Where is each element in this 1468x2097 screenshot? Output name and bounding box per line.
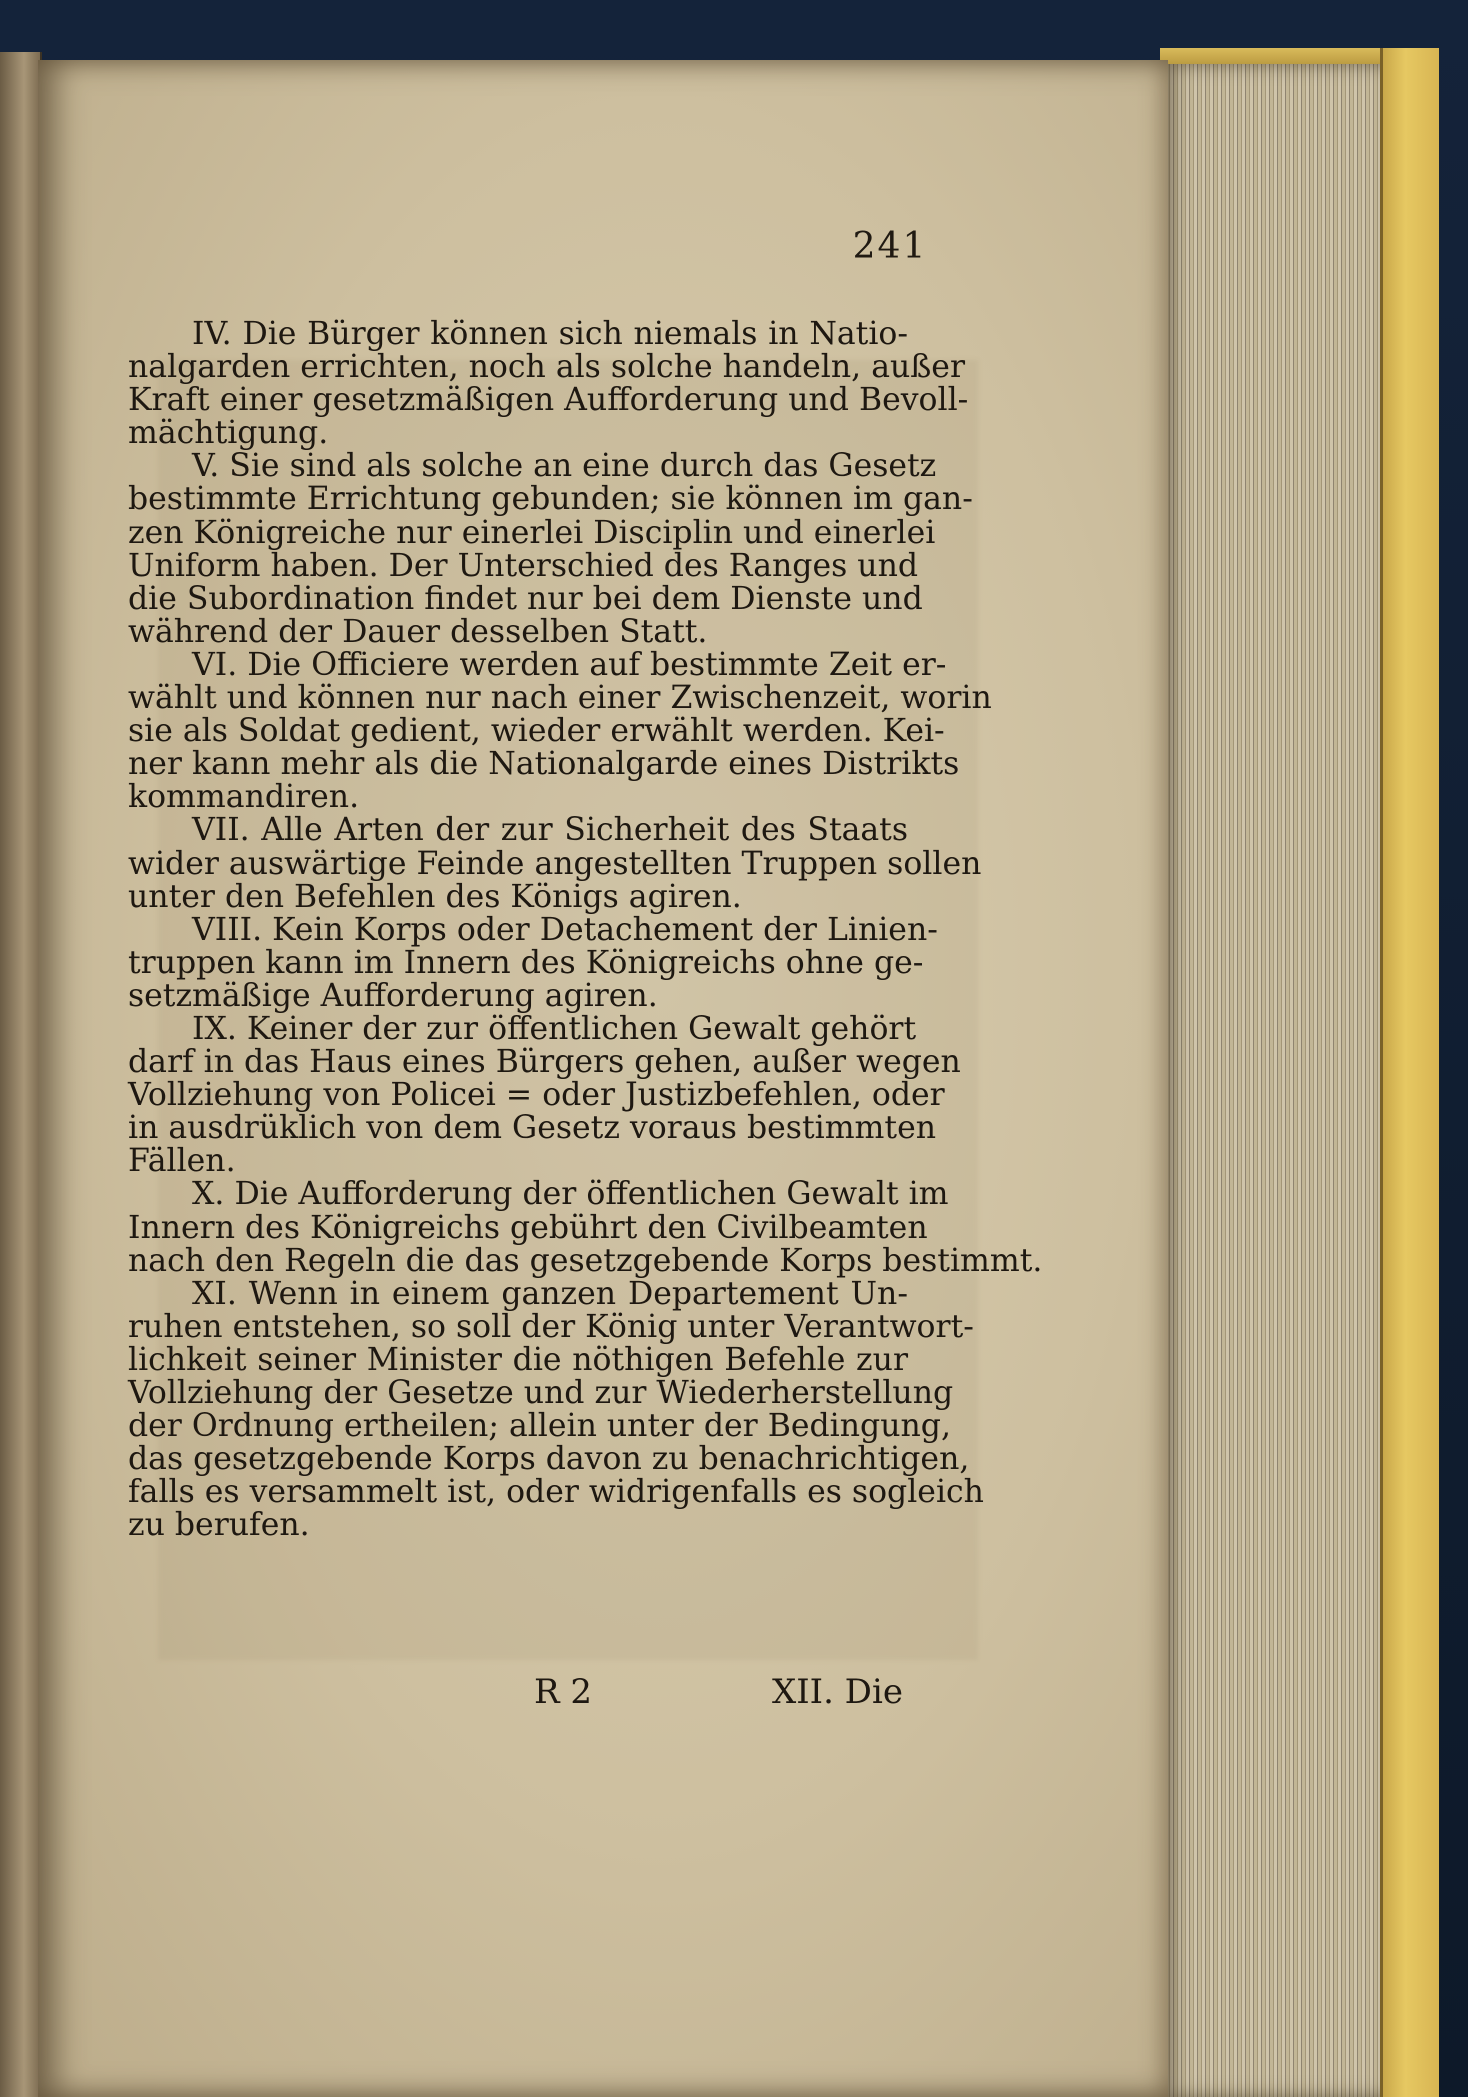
text-line: VII. Alle Arten der zur Sicherheit des Staats (192, 812, 908, 849)
text-line: wider auswärtige Feinde angestellten Truppen sollen (128, 845, 982, 882)
text-line: zen Königreiche nur einerlei Disciplin und einerlei (128, 514, 936, 551)
text-line: IX. Keiner der zur öffentlichen Gewalt gehört (192, 1010, 917, 1047)
back-cover (1380, 48, 1439, 2097)
text-line: ruhen entstehen, so soll der König unter Verantwort- (128, 1308, 974, 1345)
text-line: truppen kann im Innern des Königreichs ohne ge- (128, 944, 924, 981)
text-line: mächtigung. (128, 415, 329, 452)
catchword: XII. Die (772, 1672, 903, 1712)
text-line: der Ordnung ertheilen; allein unter der Bedingung, (128, 1408, 951, 1445)
text-line: V. Sie sind als solche an eine durch das Gesetz (192, 448, 937, 485)
text-line: XI. Wenn in einem ganzen Departement Un- (192, 1275, 908, 1312)
text-line: IV. Die Bürger können sich niemals in Natio- (192, 316, 908, 352)
page-number: 241 (852, 226, 928, 267)
text-line: kommandiren. (128, 779, 360, 816)
previous-page-edge (0, 52, 42, 2097)
text-line: falls es versammelt ist, oder widrigenfalls es sogleich (128, 1474, 984, 1511)
page-text (128, 316, 1043, 1544)
text-line: Kraft einer gesetzmäßigen Aufforderung und Bevoll- (128, 382, 969, 419)
text-line: lichkeit seiner Minister die nöthigen Befehle zur (128, 1341, 908, 1378)
text-line: Innern des Königreichs gebührt den Civilbeamten (128, 1209, 928, 1246)
text-line: das gesetzgebende Korps davon zu benachrichtigen, (128, 1441, 970, 1478)
text-line: unter den Befehlen des Königs agiren. (128, 878, 742, 915)
text-line: bestimmte Errichtung gebunden; sie können im gan- (128, 481, 973, 518)
text-line: VI. Die Officiere werden auf bestimmte Zeit er- (192, 646, 947, 683)
text-line: VIII. Kein Korps oder Detachement der Linien- (192, 911, 938, 948)
text-line: während der Dauer desselben Statt. (128, 613, 708, 650)
text-line: zu berufen. (128, 1507, 310, 1544)
text-line: Vollziehung von Policei = oder Justizbefehlen, oder (128, 1077, 945, 1114)
text-line: Uniform haben. Der Unterschied des Ranges und (128, 547, 919, 584)
text-line: die Subordination findet nur bei dem Dienste und (128, 580, 923, 617)
text-line: nalgarden errichten, noch als solche handeln, außer (128, 349, 965, 386)
text-line: wählt und können nur nach einer Zwischenzeit, worin (128, 680, 992, 717)
text-line: sie als Soldat gedient, wieder erwählt werden. Kei- (128, 713, 945, 750)
signature-mark: R 2 (534, 1672, 593, 1712)
page-block-edges (1162, 64, 1384, 2097)
text-line: darf in das Haus eines Bürgers gehen, außer wegen (128, 1044, 961, 1081)
text-line: in ausdrüklich von dem Gesetz voraus bestimmten (128, 1110, 937, 1147)
text-line: Vollziehung der Gesetze und zur Wiederherstellung (128, 1375, 954, 1411)
text-line: ner kann mehr als die Nationalgarde eines Distrikts (128, 746, 960, 783)
text-line: nach den Regeln die das gesetzgebende Korps bestimmt. (128, 1242, 1043, 1279)
text-line: Fällen. (128, 1143, 236, 1180)
text-line: X. Die Aufforderung der öffentlichen Gewalt im (192, 1176, 949, 1213)
text-line: setzmäßige Aufforderung agiren. (128, 977, 658, 1014)
